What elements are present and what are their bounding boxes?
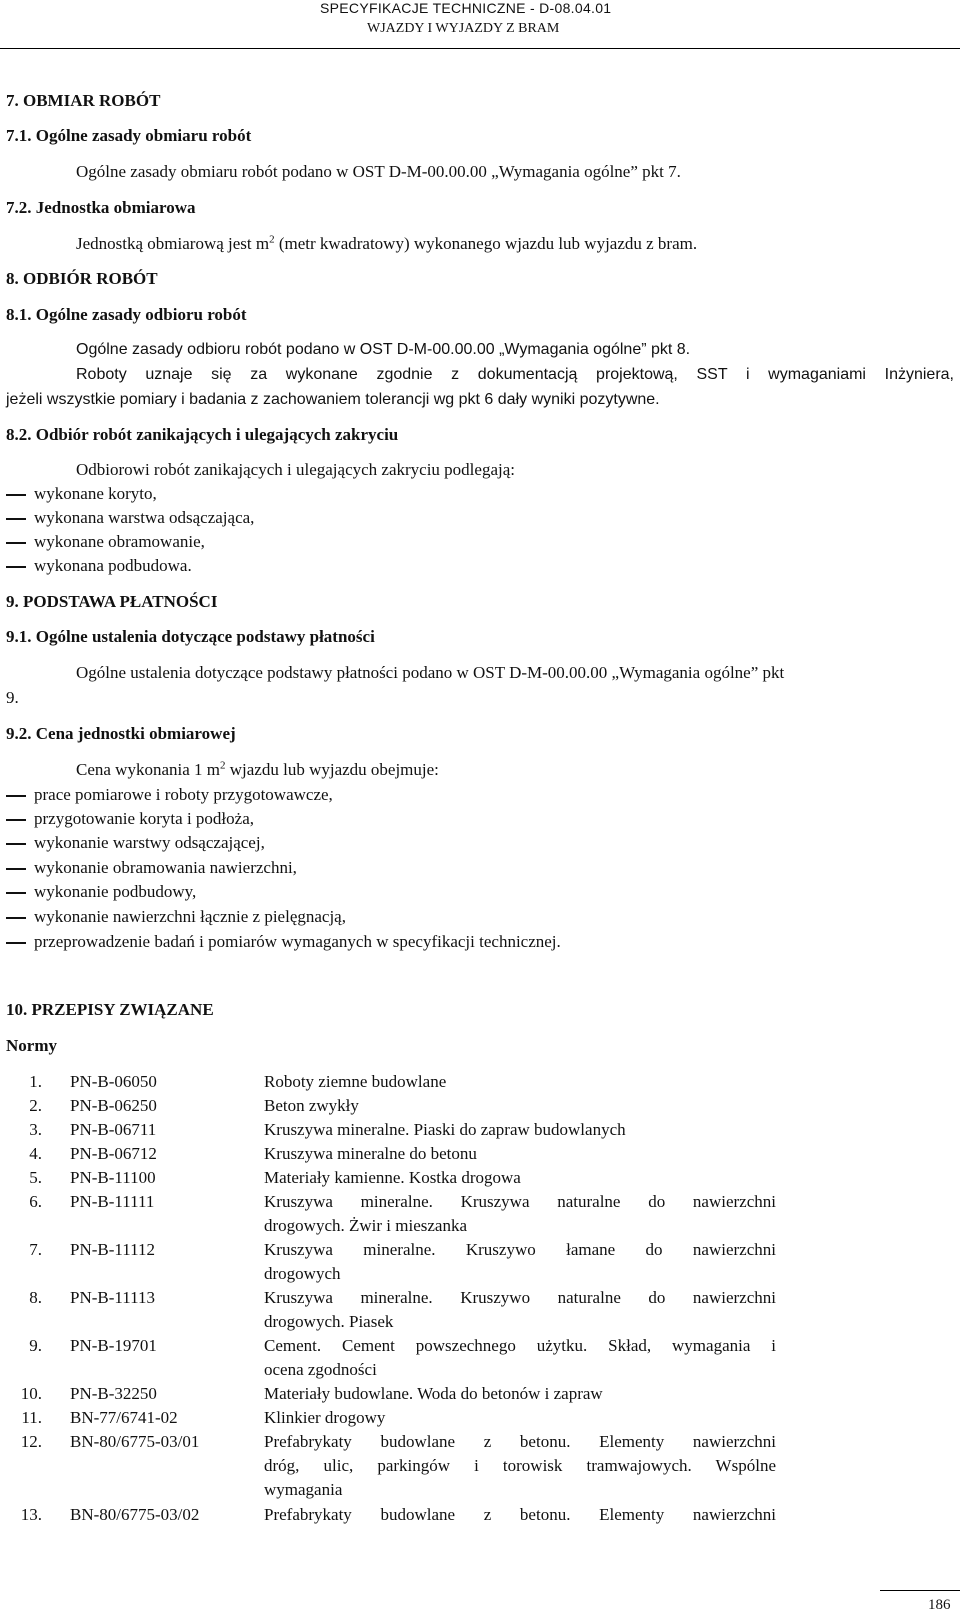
section-7-1-text: Ogólne zasady obmiaru robót podano w OST D-M-00.00.00 „Wymagania ogólne” pkt 7. [76,162,681,181]
norm-code: PN-B-19701 [70,1336,157,1355]
dash-bullet-icon [6,494,26,496]
norm-number: 5. [29,1168,42,1187]
section-8-2-title: 8.2. Odbiór robót zanikających i ulegających zakryciu [6,425,399,444]
norm-code: BN-77/6741-02 [70,1408,178,1427]
norm-code: BN-80/6775-03/02 [70,1505,200,1524]
list-item-text: wykonanie obramowania nawierzchni, [34,858,297,877]
section-8-1-text-2b: jeżeli wszystkie pomiary i badania z zachowaniem tolerancji wg pkt 6 dały wyniki pozytywne. [6,391,660,408]
norm-number: 13. [20,1505,42,1524]
section-9-1-title: 9.1. Ogólne ustalenia dotyczące podstawy płatności [6,627,375,646]
list-item-text: wykonana podbudowa. [34,556,192,575]
norm-code: PN-B-06250 [70,1096,157,1115]
list-item-text: wykonanie podbudowy, [34,882,197,901]
dash-bullet-icon [6,542,26,544]
norm-number: 12. [20,1432,42,1451]
norm-number: 1. [29,1072,42,1091]
list-item-text: przeprowadzenie badań i pomiarów wymaganych w specyfikacji technicznej. [34,932,561,951]
norm-number: 7. [29,1240,42,1259]
norm-code: PN-B-06050 [70,1072,157,1091]
norm-number: 4. [29,1144,42,1163]
section-7-2-text: Jednostką obmiarową jest $m^2$ (metr kwadratowy) wykonanego wjazdu lub wyjazdu z bram. [76,233,698,253]
norm-code: BN-80/6775-03/01 [70,1432,200,1451]
norm-number: 3. [29,1120,42,1139]
list-item-text: przygotowanie koryta i podłoża, [34,809,254,828]
page-number: 186 [928,1597,951,1613]
section-8-1-text-2a: Roboty uznaje się za wykonane zgodnie z dokumentacją projektową, SST i wymaganiami Inżyniera, [76,366,954,383]
list-item-text: wykonana warstwa odsączająca, [34,508,255,527]
list-item-text: wykonanie nawierzchni łącznie z pielęgnacją, [34,907,346,926]
header-divider [0,48,960,49]
norm-description: Prefabrykaty budowlane z betonu. Elementy nawierzchni dróg, ulic, parkingów i torowisk tramwajowych. Wspólne wymagania [264,1432,776,1499]
norm-code: PN-B-11113 [70,1288,155,1307]
list-item-text: prace pomiarowe i roboty przygotowawcze, [34,785,333,804]
norm-number: 2. [29,1096,42,1115]
norm-number: 11. [21,1408,42,1427]
header-spec-title: SPECYFIKACJE TECHNICZNE - D-08.04.01 [320,0,612,16]
section-9-2-title: 9.2. Cena jednostki obmiarowej [6,724,236,743]
section-8-title: 8. ODBIÓR ROBÓT [6,269,158,288]
section-8-2-intro: Odbiorowi robót zanikających i ulegających zakryciu podlegają: [76,460,515,479]
norm-description: Kruszywa mineralne. Kruszywa naturalne do nawierzchni drogowych. Żwir i mieszanka [264,1192,776,1235]
header-subtitle: WJAZDY I WYJAZDY Z BRAM [367,21,560,36]
norm-number: 9. [29,1336,42,1355]
section-9-1-text-b: 9. [6,688,19,707]
norm-code: PN-B-11112 [70,1240,155,1259]
norm-code: PN-B-11100 [70,1168,156,1187]
norm-description: Kruszywa mineralne. Kruszywo naturalne do nawierzchni drogowych. Piasek [264,1288,776,1331]
section-10-title: 10. PRZEPISY ZWIĄZANE [6,1000,214,1019]
section-9-1-text-a: Ogólne ustalenia dotyczące podstawy płatności podano w OST D-M-00.00.00 „Wymagania ogólne” pkt [76,663,785,682]
norm-code: PN-B-32250 [70,1384,157,1403]
dash-bullet-icon [6,518,26,520]
list-item-text: wykonanie warstwy odsączającej, [34,833,265,852]
section-8-1-text-1: Ogólne zasady odbioru robót podano w OST D-M-00.00.00 „Wymagania ogólne” pkt 8. [76,341,691,358]
norm-description: Beton zwykły [264,1096,359,1115]
dash-bullet-icon [6,917,26,919]
norm-number: 10. [20,1384,42,1403]
norm-description: Kruszywa mineralne do betonu [264,1144,477,1163]
section-7-1-title: 7.1. Ogólne zasady obmiaru robót [6,126,252,145]
dash-bullet-icon [6,942,26,944]
section-7-2-title: 7.2. Jednostka obmiarowa [6,198,196,217]
norm-description: Kruszywa mineralne. Kruszywo łamane do nawierzchni drogowych [264,1240,776,1283]
norm-code: PN-B-11111 [70,1192,155,1211]
norm-code: PN-B-06711 [70,1120,157,1139]
norm-description: Materiały kamienne. Kostka drogowa [264,1168,521,1187]
section-8-1-title: 8.1. Ogólne zasady odbioru robót [6,305,247,324]
norm-description: Cement. Cement powszechnego użytku. Skład, wymagania i ocena zgodności [264,1336,776,1379]
norm-code: PN-B-06712 [70,1144,157,1163]
dash-bullet-icon [6,868,26,870]
dash-bullet-icon [6,795,26,797]
section-9-2-intro: Cena wykonania 1 $m^2$ wjazdu lub wyjazdu obejmuje: [76,759,439,779]
norms-title: Normy [6,1036,57,1055]
section-7-title: 7. OBMIAR ROBÓT [6,91,161,110]
norm-description: Prefabrykaty budowlane z betonu. Elementy nawierzchni [264,1505,776,1524]
norm-number: 6. [29,1192,42,1211]
norm-description: Roboty ziemne budowlane [264,1072,447,1091]
footer-divider [880,1590,960,1591]
norm-description: Kruszywa mineralne. Piaski do zapraw budowlanych [264,1120,626,1139]
list-item-text: wykonane obramowanie, [34,532,205,551]
list-item-text: wykonane koryto, [34,484,157,503]
section-9-title: 9. PODSTAWA PŁATNOŚCI [6,592,218,611]
norm-description: Materiały budowlane. Woda do betonów i zapraw [264,1384,603,1403]
dash-bullet-icon [6,566,26,568]
dash-bullet-icon [6,819,26,821]
norm-description: Klinkier drogowy [264,1408,386,1427]
norm-number: 8. [29,1288,42,1307]
dash-bullet-icon [6,892,26,894]
dash-bullet-icon [6,843,26,845]
